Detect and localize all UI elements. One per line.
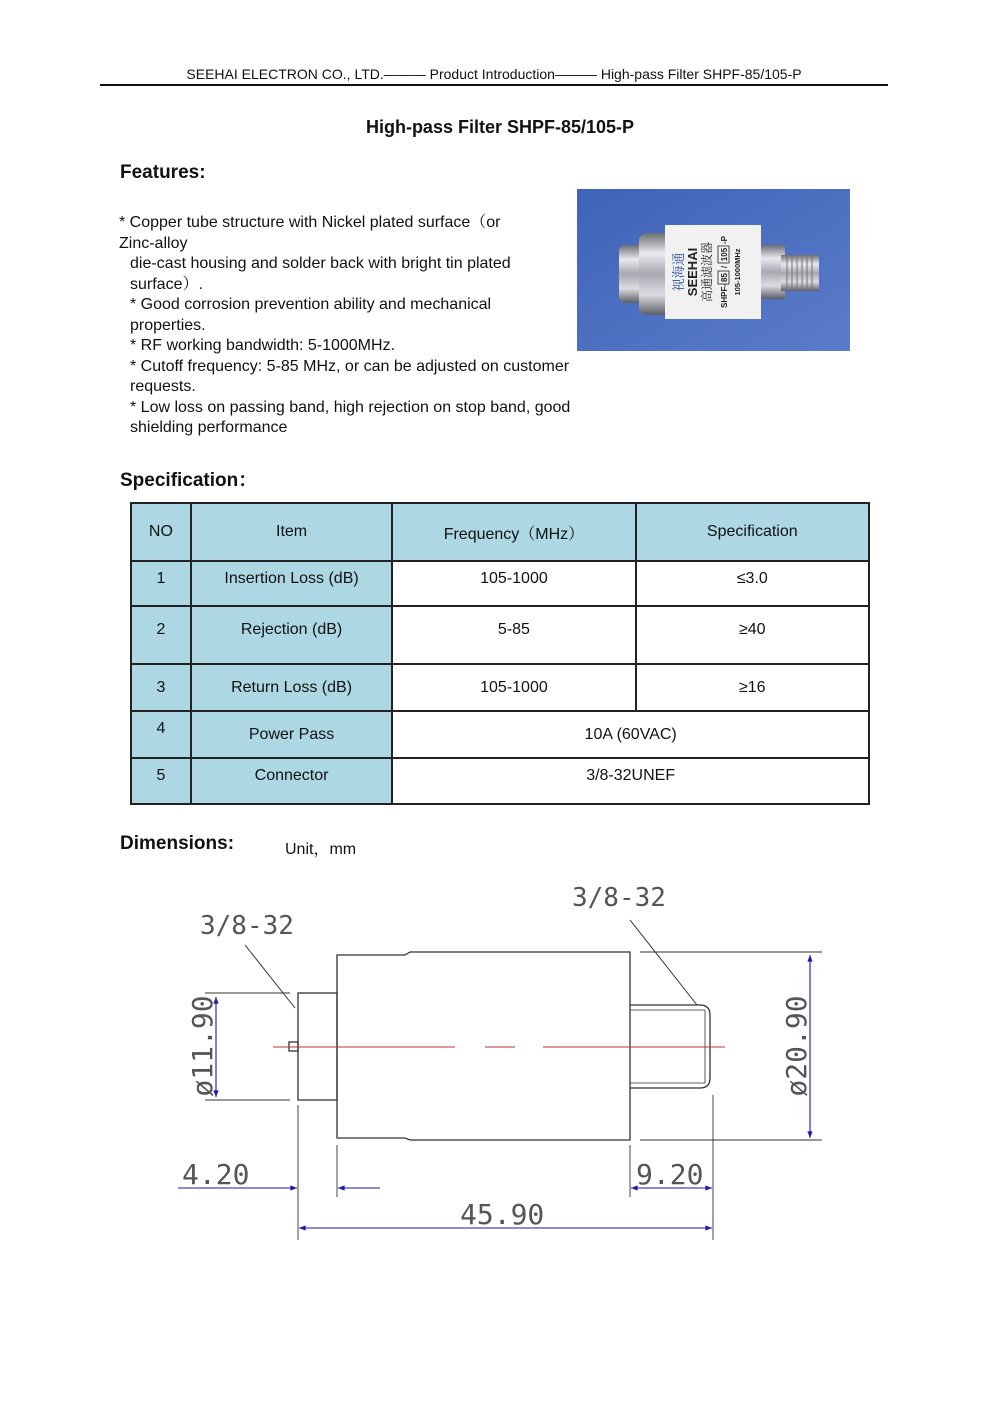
column-header-no: NO: [131, 503, 191, 561]
cell-frequency: 105-1000: [392, 561, 635, 606]
table-header-row: [131, 503, 869, 561]
cell-no: 3: [131, 664, 191, 711]
feature-line: * Low loss on passing band, high rejection on stop band, good: [130, 398, 571, 416]
cell-no: 1: [131, 561, 191, 606]
drawing-main-body: [337, 952, 630, 1140]
dimension-drawing: [170, 850, 830, 1250]
photo-brand: SEEHAI: [685, 247, 700, 297]
column-header-specification: Specification: [636, 503, 869, 561]
table-row: [131, 606, 869, 664]
photo-model-sep: /: [720, 265, 729, 269]
photo-model-low: 85: [720, 273, 729, 282]
cell-spec: ≥16: [636, 664, 869, 711]
feature-line: surface）.: [130, 275, 203, 293]
feature-line: * RF working bandwidth: 5-1000MHz.: [130, 337, 396, 354]
cell-frequency: 5-85: [392, 606, 635, 664]
label-diameter-large: ø20.90: [780, 995, 813, 1097]
features-heading: Features:: [120, 162, 206, 183]
feature-line: * Good corrosion prevention ability and mechanical: [130, 296, 492, 313]
column-header-item: Item: [191, 503, 392, 561]
specification-heading: Specification：: [120, 470, 258, 491]
cell-item: Insertion Loss (dB): [191, 561, 392, 606]
cell-merged-value: 10A (60VAC): [392, 711, 869, 758]
label-length-total: 45.90: [460, 1198, 545, 1231]
table-row: [131, 758, 869, 804]
feature-line: properties.: [130, 316, 206, 334]
features-list: [119, 213, 619, 439]
feature-line: * Cutoff frequency: 5-85 MHz, or can be adjusted on customer: [130, 357, 570, 375]
specification-table: [130, 502, 870, 805]
feature-line-text: * Copper tube structure with Nickel plated surface（or: [119, 214, 501, 231]
cell-no: 5: [131, 758, 191, 804]
drawing-dimension-lines: [178, 955, 810, 1228]
label-length-right: 9.20: [636, 1158, 704, 1191]
drawing-leaders: [245, 920, 697, 1008]
feature-line: [119, 213, 561, 234]
cell-item: Return Loss (dB): [191, 664, 392, 711]
feature-line: Zinc-alloy: [119, 234, 188, 252]
cell-spec: ≤3.0: [636, 561, 869, 606]
dimensions-heading: Dimensions:: [120, 833, 235, 854]
cell-no: 4: [131, 711, 191, 758]
cell-no: 2: [131, 606, 191, 664]
label-diameter-small: ø11.90: [186, 995, 219, 1097]
cell-item: Connector: [191, 758, 392, 804]
cell-merged-value: 3/8-32UNEF: [392, 758, 869, 804]
table-row: [131, 711, 869, 758]
label-thread-right: 3/8-32: [572, 883, 666, 913]
running-header: SEEHAI ELECTRON CO., LTD.——— Product Introduction——— High-pass Filter SHPF-85/105-P: [186, 66, 802, 82]
feature-line: shielding performance: [130, 419, 288, 436]
photo-model-high: 105: [720, 247, 729, 262]
header-rule: [100, 84, 888, 86]
label-thread-left: 3/8-32: [200, 911, 294, 941]
photo-brand-cn: 视海通: [671, 252, 686, 292]
table-row: [131, 561, 869, 606]
feature-line: die-cast housing and solder back with bright tin plated: [130, 255, 511, 272]
photo-range: 105-1000MHz: [733, 248, 742, 296]
drawing-outline: [289, 952, 710, 1140]
cell-item: Power Pass: [191, 711, 392, 758]
cell-frequency: 105-1000: [392, 664, 635, 711]
table-row: [131, 664, 869, 711]
photo-model-prefix: SHPF-: [720, 284, 729, 308]
dimensions-unit: Unit，mm: [285, 841, 357, 858]
column-header-frequency: Frequency（MHz）: [392, 503, 635, 561]
cell-spec: ≥40: [636, 606, 869, 664]
cell-item: Rejection (dB): [191, 606, 392, 664]
photo-model-suffix: -P: [720, 236, 729, 244]
document-title: High-pass Filter SHPF-85/105-P: [365, 117, 635, 137]
feature-line: requests.: [130, 378, 196, 395]
product-photo: [577, 189, 850, 351]
photo-type-cn: 高通滤波器: [700, 241, 714, 303]
label-length-left: 4.20: [182, 1158, 250, 1191]
